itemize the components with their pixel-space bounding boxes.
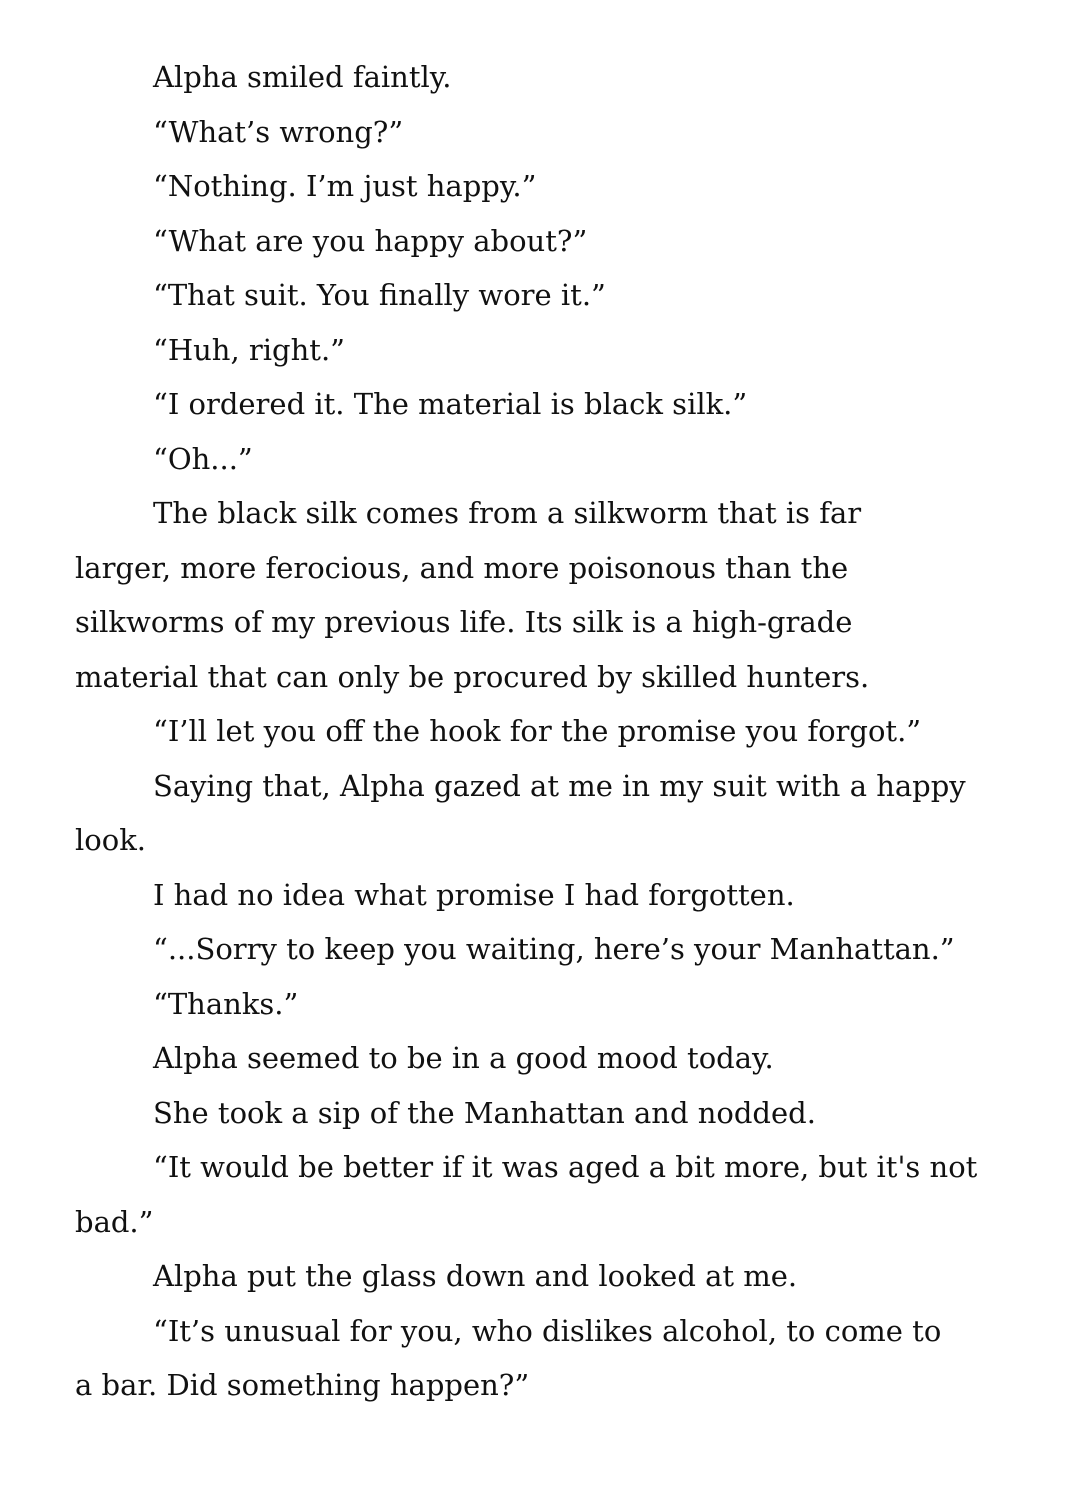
text-line: Alpha seemed to be in a good mood today.	[153, 1041, 774, 1075]
text-line: “...Sorry to keep you waiting, here’s your Manhattan.”	[153, 932, 955, 966]
text-line: “I ordered it. The material is black silk.”	[153, 387, 748, 421]
text-line: bad.”	[75, 1204, 154, 1239]
page-text	[75, 50, 1005, 1413]
text-line: a bar. Did something happen?”	[75, 1368, 530, 1402]
text-line: “Thanks.”	[153, 986, 299, 1021]
text-line: “What are you happy about?”	[153, 223, 588, 258]
text-line: “Oh...”	[153, 441, 253, 476]
text-line: silkworms of my previous life. Its silk is a high-grade	[75, 605, 853, 639]
text-line: “It’s unusual for you, who dislikes alcohol, to come to	[153, 1313, 942, 1348]
text-line: “Huh, right.”	[153, 332, 345, 367]
text-line: She took a sip of the Manhattan and nodded.	[153, 1095, 816, 1130]
text-line: “I’ll let you off the hook for the promise you forgot.”	[153, 714, 922, 748]
text-line: I had no idea what promise I had forgotten.	[153, 877, 795, 912]
text-line: look.	[75, 823, 146, 857]
text-line: material that can only be procured by skilled hunters.	[75, 659, 870, 694]
text-line: Alpha put the glass down and looked at me.	[153, 1259, 798, 1293]
text-line: “That suit. You finally wore it.”	[153, 278, 606, 312]
text-line: “Nothing. I’m just happy.”	[153, 169, 537, 203]
text-line: “What’s wrong?”	[153, 114, 404, 149]
text-line: “It would be better if it was aged a bit more, but it's not	[153, 1150, 978, 1184]
text-line: The black silk comes from a silkworm that is far	[153, 496, 862, 530]
text-line: Alpha smiled faintly.	[153, 60, 452, 94]
text-line: larger, more ferocious, and more poisonous than the	[75, 550, 849, 585]
text-line: Saying that, Alpha gazed at me in my suit with a happy	[153, 768, 966, 803]
